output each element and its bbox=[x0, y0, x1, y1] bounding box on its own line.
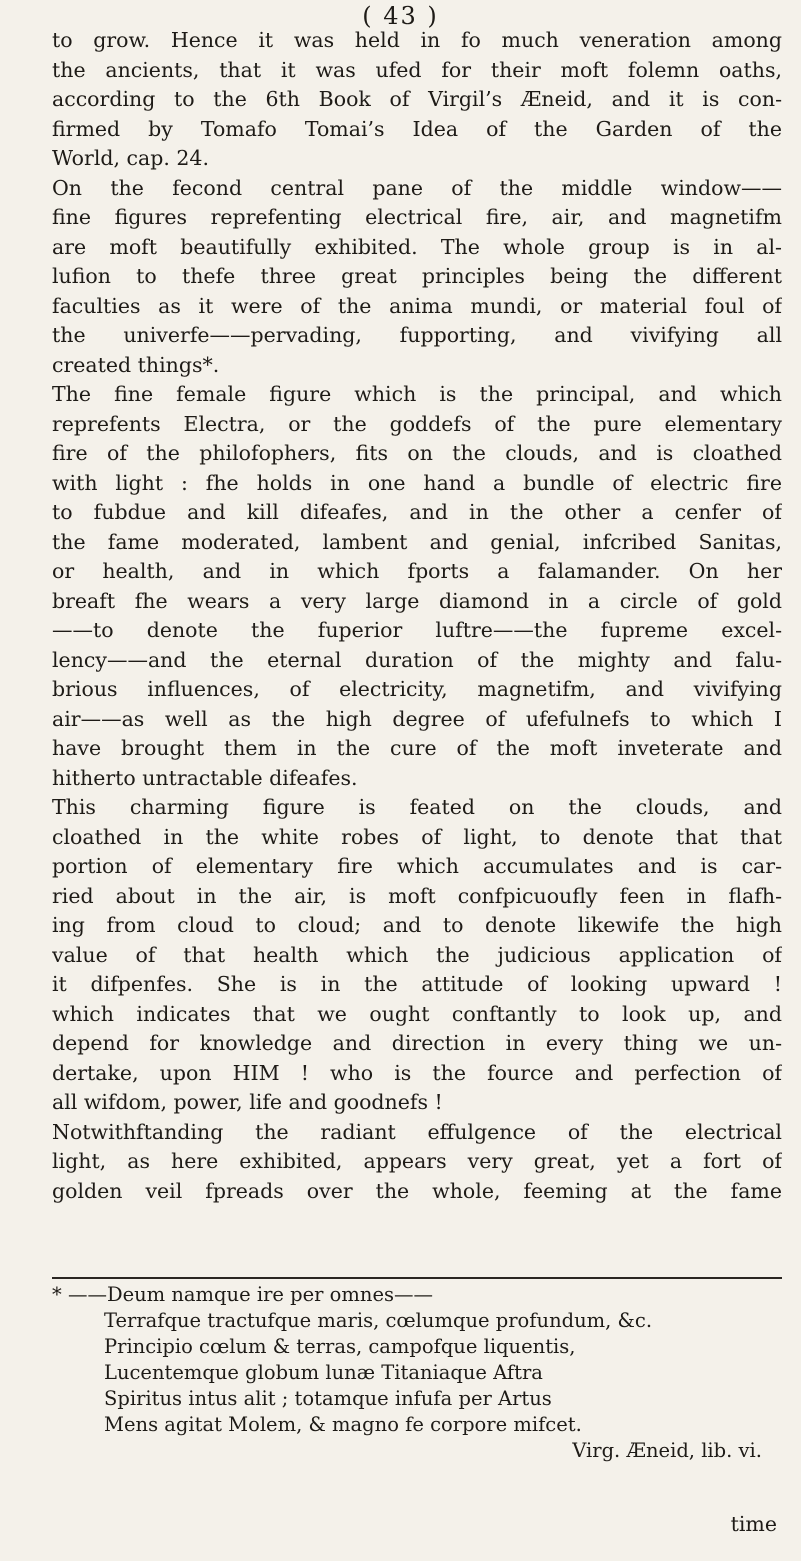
footnote-line: * ——Deum namque ire per omnes—— bbox=[52, 1283, 434, 1306]
text-line: are moft beautifully exhibited. The whole group is in al- bbox=[52, 234, 782, 259]
text-line: dertake, upon HIM ! who is the fource and perfection of bbox=[52, 1060, 782, 1085]
text-line: it difpenfes. She is in the attitude of looking upward ! bbox=[52, 972, 782, 996]
text-line: portion of elementary fire which accumulates and is car- bbox=[52, 854, 782, 878]
text-line: fine figures reprefenting electrical fire, air, and magnetifm bbox=[52, 205, 782, 229]
text-line: brious influences, of electricity, magnetifm, and vivifying bbox=[52, 677, 782, 701]
text-line: the univerfe——pervading, fupporting, and vivifying all bbox=[52, 323, 782, 347]
footnote-line: Spiritus intus alit ; totamque infufa per Artus bbox=[104, 1387, 552, 1410]
text-line: air——as well as the high degree of ufefulnefs to which I bbox=[52, 706, 782, 731]
text-line: faculties as it were of the anima mundi, or material foul of bbox=[52, 293, 782, 318]
footnote bbox=[52, 1282, 782, 1464]
text-line: according to the 6th Book of Virgil’s Æneid, and it is con- bbox=[52, 87, 782, 111]
text-line: golden veil fpreads over the whole, feeming at the fame bbox=[52, 1178, 782, 1203]
footnote-source: Virg. Æneid, lib. vi. bbox=[572, 1439, 762, 1462]
text-line: value of that health which the judicious application of bbox=[52, 942, 782, 967]
text-line: lufion to thefe three great principles being the different bbox=[52, 264, 782, 288]
text-line: the ancients, that it was ufed for their moft folemn oaths, bbox=[52, 57, 782, 82]
text-line: to fubdue and kill difeafes, and in the other a cenfer of bbox=[52, 500, 782, 524]
text-line: lency——and the eternal duration of the mighty and falu- bbox=[52, 647, 782, 672]
text-line: ried about in the air, is moft confpicuoufly feen in flafh- bbox=[52, 883, 782, 908]
text-line: ing from cloud to cloud; and to denote likewife the high bbox=[52, 913, 782, 937]
text-line: World, cap. 24. bbox=[52, 146, 209, 170]
text-line: have brought them in the cure of the moft inveterate and bbox=[52, 736, 782, 760]
text-line: hitherto untractable difeafes. bbox=[52, 765, 358, 790]
text-line: or health, and in which fports a falamander. On her bbox=[52, 559, 782, 583]
footnote-line: Principio cœlum & terras, campofque liquentis, bbox=[104, 1335, 576, 1358]
text-line: to grow. Hence it was held in fo much veneration among bbox=[52, 28, 782, 52]
footnote-line: Mens agitat Molem, & magno fe corpore mifcet. bbox=[104, 1413, 582, 1436]
text-line: ——to denote the fuperior luftre——the fupreme excel- bbox=[52, 618, 782, 642]
text-line: On the fecond central pane of the middle window—— bbox=[52, 175, 782, 200]
text-line: depend for knowledge and direction in every thing we un- bbox=[52, 1031, 782, 1055]
page-number: ( 43 ) bbox=[362, 2, 439, 30]
text-line: the fame moderated, lambent and genial, infcribed Sanitas, bbox=[52, 529, 782, 554]
body-text bbox=[52, 26, 782, 1206]
text-line: Notwithftanding the radiant effulgence of the electrical bbox=[52, 1119, 782, 1144]
text-line: all wifdom, power, life and goodnefs ! bbox=[52, 1090, 443, 1114]
footnote-divider bbox=[52, 1277, 782, 1279]
text-line: breaft fhe wears a very large diamond in a circle of gold bbox=[52, 588, 782, 613]
text-line: The fine female figure which is the principal, and which bbox=[52, 382, 782, 406]
text-line: firmed by Tomafo Tomai’s Idea of the Garden of the bbox=[52, 116, 782, 141]
text-line: reprefents Electra, or the goddefs of the pure elementary bbox=[52, 411, 782, 436]
text-line: This charming figure is feated on the clouds, and bbox=[52, 795, 782, 819]
catchword: time bbox=[730, 1512, 777, 1536]
text-line: light, as here exhibited, appears very great, yet a fort of bbox=[52, 1149, 782, 1173]
text-line: created things*. bbox=[52, 352, 220, 377]
text-line: fire of the philofophers, fits on the clouds, and is cloathed bbox=[52, 441, 782, 465]
text-line: cloathed in the white robes of light, to denote that that bbox=[52, 824, 782, 849]
footnote-line: Terrafque tractufque maris, cœlumque profundum, &c. bbox=[104, 1309, 653, 1332]
text-line: which indicates that we ought conftantly to look up, and bbox=[52, 1001, 782, 1026]
text-line: with light : fhe holds in one hand a bundle of electric fire bbox=[52, 470, 782, 495]
footnote-line: Lucentemque globum lunæ Titaniaque Aftra bbox=[104, 1361, 543, 1384]
